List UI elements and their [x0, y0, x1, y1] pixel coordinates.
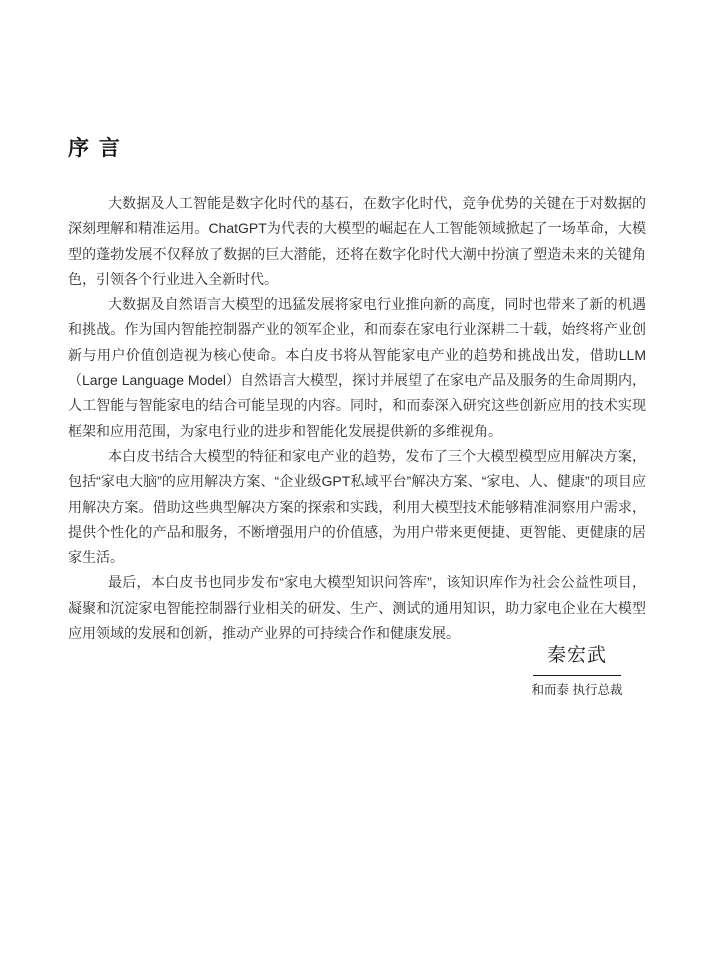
paragraph-1: 大数据及人工智能是数字化时代的基石，在数字化时代，竞争优势的关键在于对数据的深刻理解和精准运用。ChatGPT为代表的大模型的崛起在人工智能领域掀起了一场革命，大模型的蓬勃发展不仅释放了数据的巨大潜能，还将在数字化时代大潮中扮演了塑造未来的关键角色，引领各个行业进入全新时代。 — [68, 195, 646, 287]
paragraph-3: 本白皮书结合大模型的特征和家电产业的趋势，发布了三个大模型模型应用解决方案，包括“家电大脑”的应用解决方案、“企业级GPT私域平台”解决方案、“家电、人、健康”的项目应用解决方案。借助这些典型解决方案的探索和实践，利用大模型技术能够精准洞察用户需求，提供个性化的产品和服务，不断增强用户的价值感，为用户带来更便捷、更智能、更健康的居家生活。 — [68, 447, 646, 566]
signature-divider — [533, 675, 621, 676]
signature-block — [522, 644, 632, 698]
page-title: 序 言 — [68, 137, 122, 160]
paragraph-2: 大数据及自然语言大模型的迅猛发展将家电行业推向新的高度，同时也带来了新的机遇和挑战。作为国内智能控制器产业的领军企业，和而泰在家电行业深耕二十载，始终将产业创新与用户价值创造视为核心使命。本白皮书将从智能家电产业的趋势和挑战出发，借助LLM（Large Language Model）自然语言大模型，探讨并展望了在家电产品及服务的生命周期内，人工智能与智能家电的结合可能呈现的内容。同时，和而泰深入研究这些创新应用的技术实现框架和应用范围，为家电行业的进步和智能化发展提供新的多维视角。 — [68, 296, 647, 439]
document-body — [68, 191, 646, 646]
signature-role: 和而泰 执行总裁 — [531, 683, 623, 697]
signature-name: 秦宏武 — [546, 645, 607, 666]
paragraph-4: 最后，本白皮书也同步发布“家电大模型知识问答库”，该知识库作为社会公益性项目，凝聚和沉淀家电智能控制器行业相关的研发、生产、测试的通用知识，助力家电企业在大模型应用领域的发展和创新，推动产业界的可持续合作和健康发展。 — [68, 574, 646, 642]
